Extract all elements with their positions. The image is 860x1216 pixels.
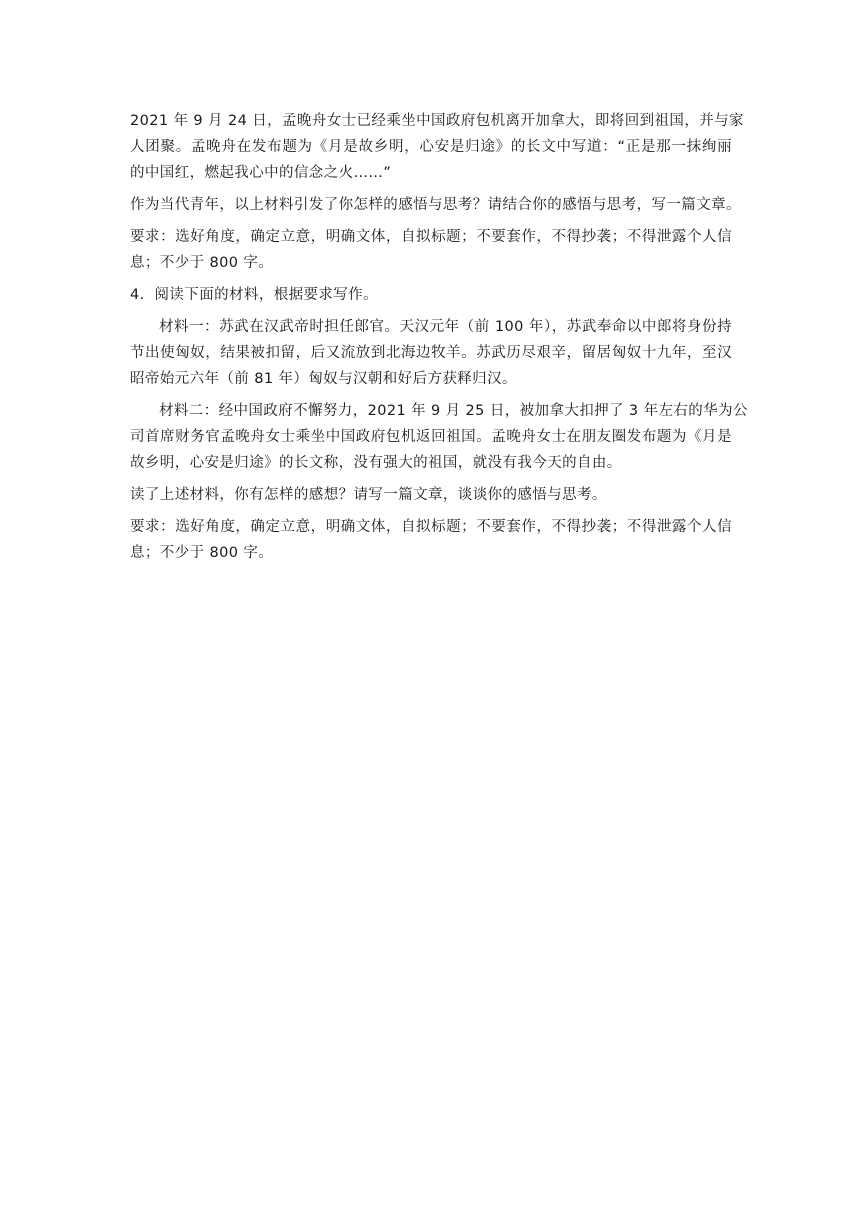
- material-2-line: 司首席财务官孟晚舟女士乘坐中国政府包机返回祖国。孟晚舟女士在朋友圈发布题为《月是: [130, 429, 732, 445]
- question-4-requirement: [130, 514, 732, 566]
- material-1-cont: [130, 340, 732, 392]
- material-2-line: 材料二：经中国政府不懈努力，2021 年 9 月 25 日，被加拿大扣押了 3 年左右的华为公: [159, 403, 748, 419]
- requirement-1-line: 要求：选好角度，确定立意，明确文体，自拟标题；不要套作，不得抄袭；不得泄露个人信: [130, 229, 732, 245]
- material-1-line: 材料一：苏武在汉武帝时担任郎官。天汉元年（前 100 年），苏武奉命以中郎将身份持: [159, 319, 732, 335]
- material-2: [130, 398, 748, 424]
- question-4-prompt-text: 读了上述材料，你有怎样的感想？请写一篇文章，谈谈你的感悟与思考。: [130, 487, 607, 503]
- passage-1-line: 的中国红，燃起我心中的信念之火……”: [130, 165, 392, 181]
- prompt-1: [130, 192, 741, 218]
- passage-1-line: 2021 年 9 月 24 日，孟晚舟女士已经乘坐中国政府包机离开加拿大，即将回到祖国，并与家: [130, 113, 744, 129]
- requirement-1: [130, 224, 732, 276]
- material-1: [130, 314, 732, 340]
- passage-1: [130, 108, 744, 186]
- material-1-line: 节出使匈奴，结果被扣留，后又流放到北海边牧羊。苏武历尽艰辛，留居匈奴十九年，至汉: [130, 345, 732, 361]
- question-4-requirement-line: 息；不少于 800 字。: [130, 545, 274, 561]
- question-4-requirement-line: 要求：选好角度，确定立意，明确文体，自拟标题；不要套作，不得抄袭；不得泄露个人信: [130, 519, 732, 535]
- material-2-cont: [130, 424, 732, 476]
- passage-1-line: 人团聚。孟晚舟在发布题为《月是故乡明，心安是归途》的长文中写道：“正是那一抹绚丽: [130, 139, 732, 155]
- question-4-heading: [130, 282, 732, 308]
- question-4-heading-text: 4．阅读下面的材料，根据要求写作。: [130, 287, 379, 303]
- requirement-1-line: 息；不少于 800 字。: [130, 255, 274, 271]
- question-4-prompt: [130, 482, 732, 508]
- material-1-line: 昭帝始元六年（前 81 年）匈奴与汉朝和好后方获释归汉。: [130, 371, 517, 387]
- material-2-line: 故乡明，心安是归途》的长文称，没有强大的祖国，就没有我今天的自由。: [130, 455, 622, 471]
- prompt-1-text: 作为当代青年，以上材料引发了你怎样的感悟与思考？请结合你的感悟与思考，写一篇文章。: [130, 197, 741, 213]
- document-page: [130, 108, 748, 566]
